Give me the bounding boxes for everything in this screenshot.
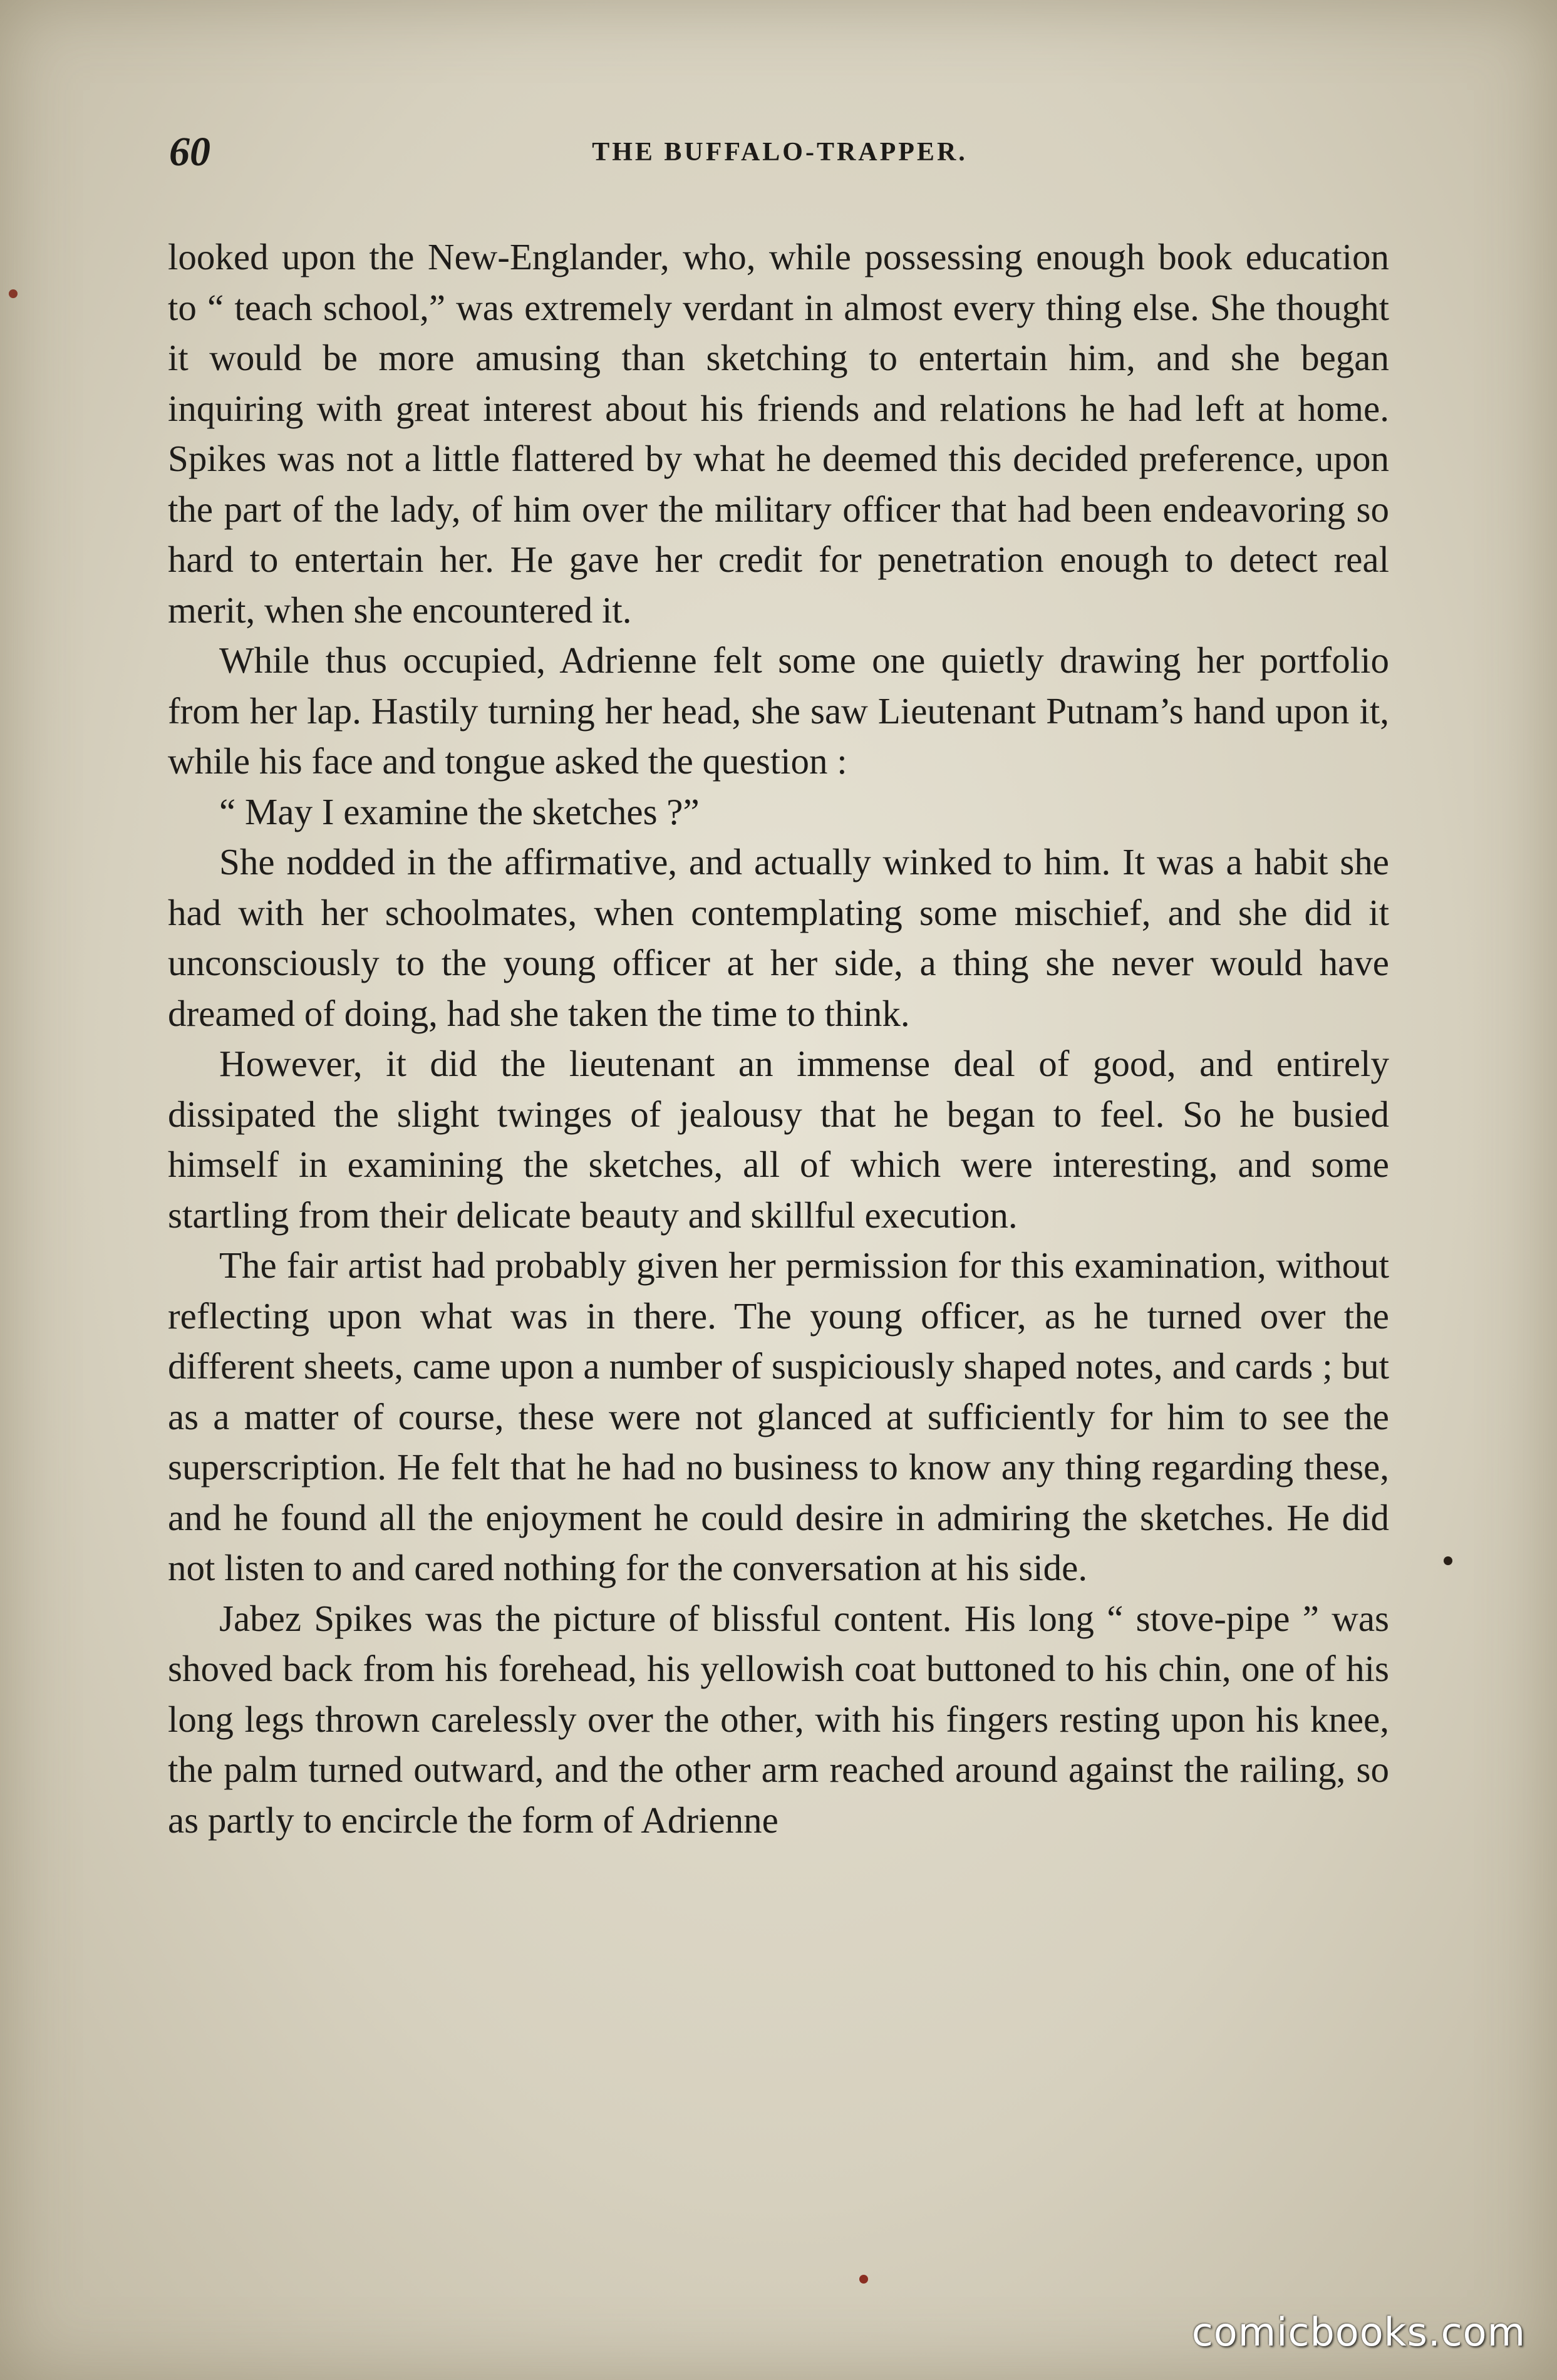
running-head: THE BUFFALO-TRAPPER. <box>592 138 968 167</box>
paper-speck <box>9 289 18 298</box>
paragraph: While thus occupied, Adrienne felt some one quietly drawing her portfolio from her lap. Hastily turning her head, she saw Lieutenant Putnam’s hand upon it, while his face and tongue asked the question : <box>168 639 1389 782</box>
paragraph: Jabez Spikes was the picture of blissful content. His long “ stove-pipe ” was shoved back from his forehead, his yellowish coat buttoned to his chin, one of his long legs thrown carelessly over the other, with his fingers resting upon his knee, the palm turned outward, and the other arm reached around against the railing, so as partly to encircle the form of Adrienne <box>168 1597 1389 1841</box>
paragraph: The fair artist had probably given her permission for this examination, without reflecting upon what was in there. The young officer, as he turned over the different sheets, came upon a number of suspiciously shaped notes, and cards ; but as a matter of course, these were not glanced at sufficiently for him to see the superscription. He felt that he had no business to know any thing regarding these, and he found all the enjoyment he could desire in admiring the sketches. He did not listen to and cared nothing for the conversation at his side. <box>168 1244 1389 1588</box>
paragraph: looked upon the New-Englander, who, while possessing enough book education to “ teach school,” was extremely verdant in almost every thing else. She thought it would be more amusing than sketching to entertain him, and she began inquiring with great interest about his friends and relations he had left at home. Spikes was not a little flattered by what he deemed this decided preference, upon the part of the lady, of him over the military officer that had been endeavoring so hard to entertain her. He gave her credit for penetration enough to detect real merit, when she encountered it. <box>168 236 1389 631</box>
paper-speck <box>859 2275 868 2284</box>
paragraph: “ May I examine the sketches ?” <box>219 790 700 832</box>
page-number: 60 <box>169 129 210 175</box>
watermark: comicbooks.com <box>1191 2309 1526 2355</box>
paragraph: However, it did the lieutenant an immense deal of good, and entirely dissipated the slight twinges of jealousy that he began to feel. So he busied himself in examining the sketches, all of which were interesting, and some startling from their delicate beauty and skillful execution. <box>168 1043 1389 1236</box>
paragraph: She nodded in the affirmative, and actually winked to him. It was a habit she had with her schoolmates, when contemplating some mischief, and she did it unconsciously to the young officer at her side, a thing she never would have dreamed of doing, had she taken the time to think. <box>168 841 1389 1034</box>
paper-speck <box>1444 1556 1452 1565</box>
page-header <box>169 128 1390 185</box>
body-text <box>168 232 1389 1845</box>
